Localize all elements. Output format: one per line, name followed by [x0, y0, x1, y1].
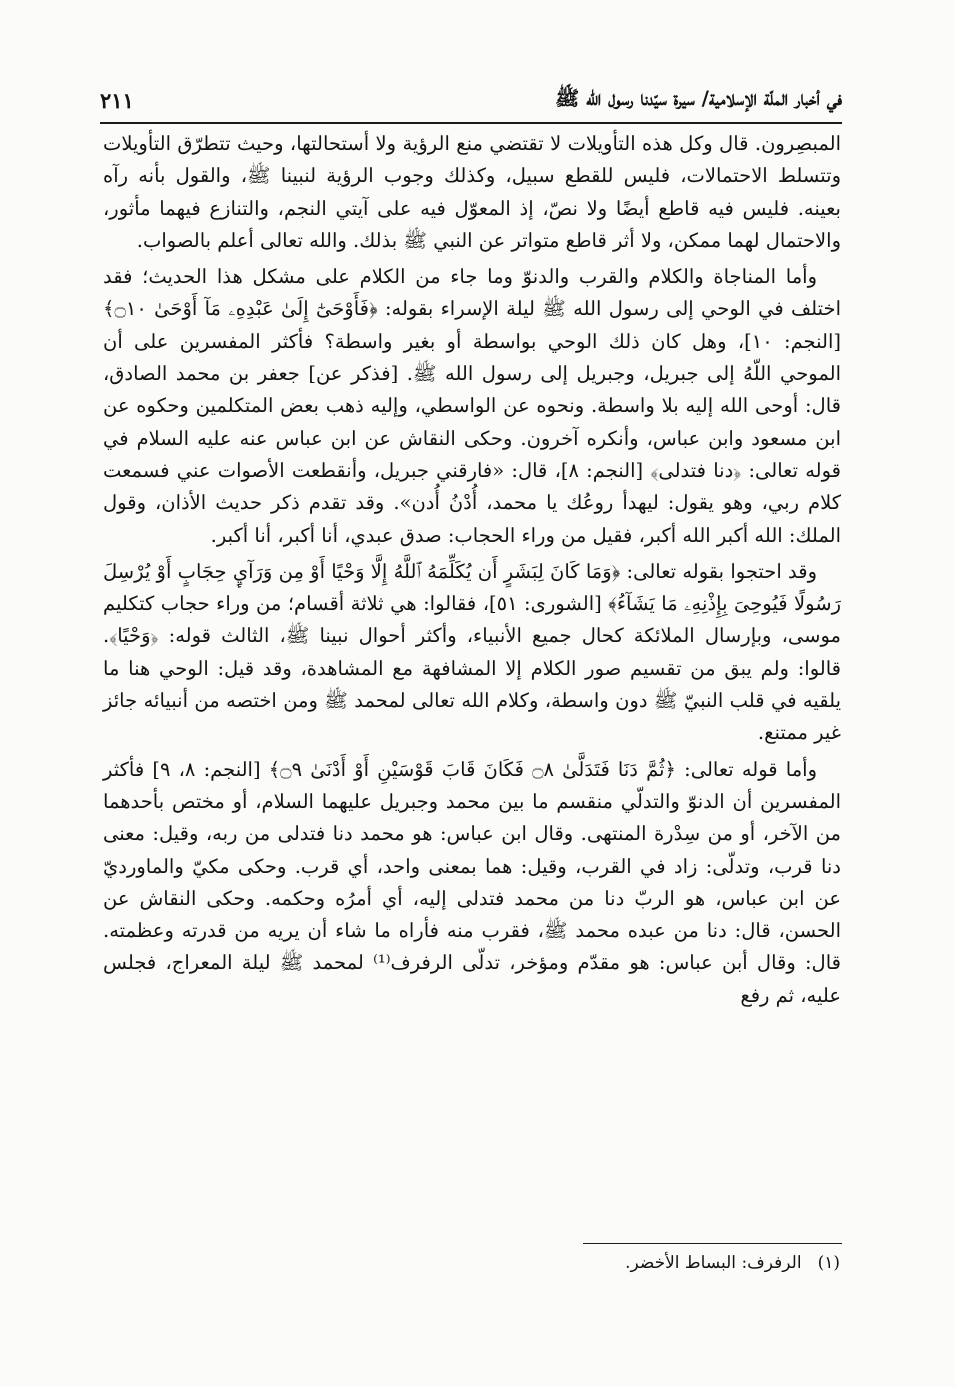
- footnote: [300, 1251, 840, 1275]
- footnote-separator: [583, 1243, 842, 1244]
- running-header: [100, 78, 842, 124]
- paragraph: المبصِرون. قال وكل هذه التأويلات لا تقتضي منع الرؤية ولا أستحالتها، وحيث تتطرّق التأويلات وتتسلط الاحتمالات، فليس للقطع سبيل، وكذلك وجوب الرؤية لنبينا ﷺ، والقول بأنه رآه بعينه. فليس فيه قاطع أيضًا ولا نصّ، إذ المعوّل فيه على آيتي النجم، والتنازع فيهما مأثور، والاحتمال لهما ممكن، ولا أثر قاطع متواتر عن النبي ﷺ بذلك. والله تعالى أعلم بالصواب.: [103, 132, 841, 252]
- paragraph: وقد احتجوا بقوله تعالى: ﴿وَمَا كَانَ لِبَشَرٍ أَن يُكَلِّمَهُ ٱللَّهُ إِلَّا وَحْيًا أَوْ مِن وَرَآيِٕ حِجَابٍ أَوْ يُرْسِلَ رَسُولًا فَيُوحِىَ بِإِذْنِهِۦ مَا يَشَآءُ﴾ [الشورى: ٥١]، فقالوا: هي ثلاثة أقسام؛ من وراء حجاب كتكليم موسى، وبإرسال الملائكة كحال جميع الأنبياء، وأكثر أحوال نبينا ﷺ، الثالث قوله: ﴿وَحْيًا﴾. قالوا: ولم يبق من تقسيم صور الكلام إلا المشافهة مع المشاهدة، وقد قيل: الوحي هنا ما يلقيه في قلب النبيّ ﷺ دون واسطة، وكلام الله تعالى لمحمد ﷺ ومن اختصه من أنبيائه جائز غير ممتنع.: [103, 559, 841, 745]
- main-text: [103, 128, 841, 1016]
- footnote-text: الرفرف: البساط الأخضر.: [625, 1253, 802, 1273]
- running-title: في أخبار الملّة الإسلامية/ سيرة سيّدنا رسول الله ﷺ: [555, 85, 842, 110]
- page-number: ٢١١: [100, 87, 134, 113]
- paragraph: وأما قوله تعالى: ﴿ثُمَّ دَنَا فَتَدَلَّىٰ ۝٨ فَكَانَ قَابَ قَوْسَيْنِ أَوْ أَدْنَىٰ ۝٩﴾ [النجم: ٨، ٩] فأكثر المفسرين أن الدنوّ والتدلّي منقسم ما بين محمد وجبريل عليهما السلام، أو مختص بأحدهما من الآخر، أو من سِدْرة المنتهى. وقال ابن عباس: هو محمد دنا فتدلى من ربه، وقيل: معنى دنا قرب، وتدلّى: زاد في القرب، وقيل: هما بمعنى واحد، أي قرب. وحكى مكيّ والماورديّ عن ابن عباس، هو الربّ دنا من محمد فتدلى إليه، أي أمرُه وحكمه. وحكى النقاش عن الحسن، قال: دنا من عبده محمد ﷺ، فقرب منه فأراه ما شاء أن يريه من قدرته وعظمته. قال: وقال أبن عباس: هو مقدّم ومؤخر، تدلّى الرفرف⁽¹⁾ لمحمد ﷺ ليلة المعراج، فجلس عليه، ثم رفع: [103, 757, 841, 1007]
- paragraph: وأما المناجاة والكلام والقرب والدنوّ وما جاء من الكلام على مشكل هذا الحديث؛ فقد اختلف في الوحي إلى رسول الله ﷺ ليلة الإسراء بقوله: ﴿فَأَوْحَىٰٓ إِلَىٰ عَبْدِهِۦ مَآ أَوْحَىٰ ۝١٠﴾ [النجم: ١٠]، وهل كان ذلك الوحي بواسطة أو بغير واسطة؟ فأكثر المفسرين على أن الموحي اللّهُ إلى جبريل، وجبريل إلى رسول الله ﷺ. [فذكر عن] جعفر بن محمد الصادق، قال: أوحى الله إليه بلا واسطة. ونحوه عن الواسطي، وإليه ذهب بعض المتكلمين وحكوه عن ابن مسعود وابن عباس، وأنكره آخرون. وحكى النقاش عن ابن عباس عنه عليه السلام في قوله تعالى: ﴿دنا فتدلى﴾ [النجم: ٨]، قال: «فارقني جبريل، وأنقطعت الأصوات عني فسمعت كلام ربي، وهو يقول: ليهدأ روعُك يا محمد، أُدْنُ أُدن». وقد تقدم ذكر حديث الأذان، وقول الملك: الله أكبر الله أكبر، فقيل من وراء الحجاب: صدق عبدي، أنا أكبر، أنا أكبر.: [103, 265, 841, 547]
- footnote-marker: (١): [817, 1253, 840, 1273]
